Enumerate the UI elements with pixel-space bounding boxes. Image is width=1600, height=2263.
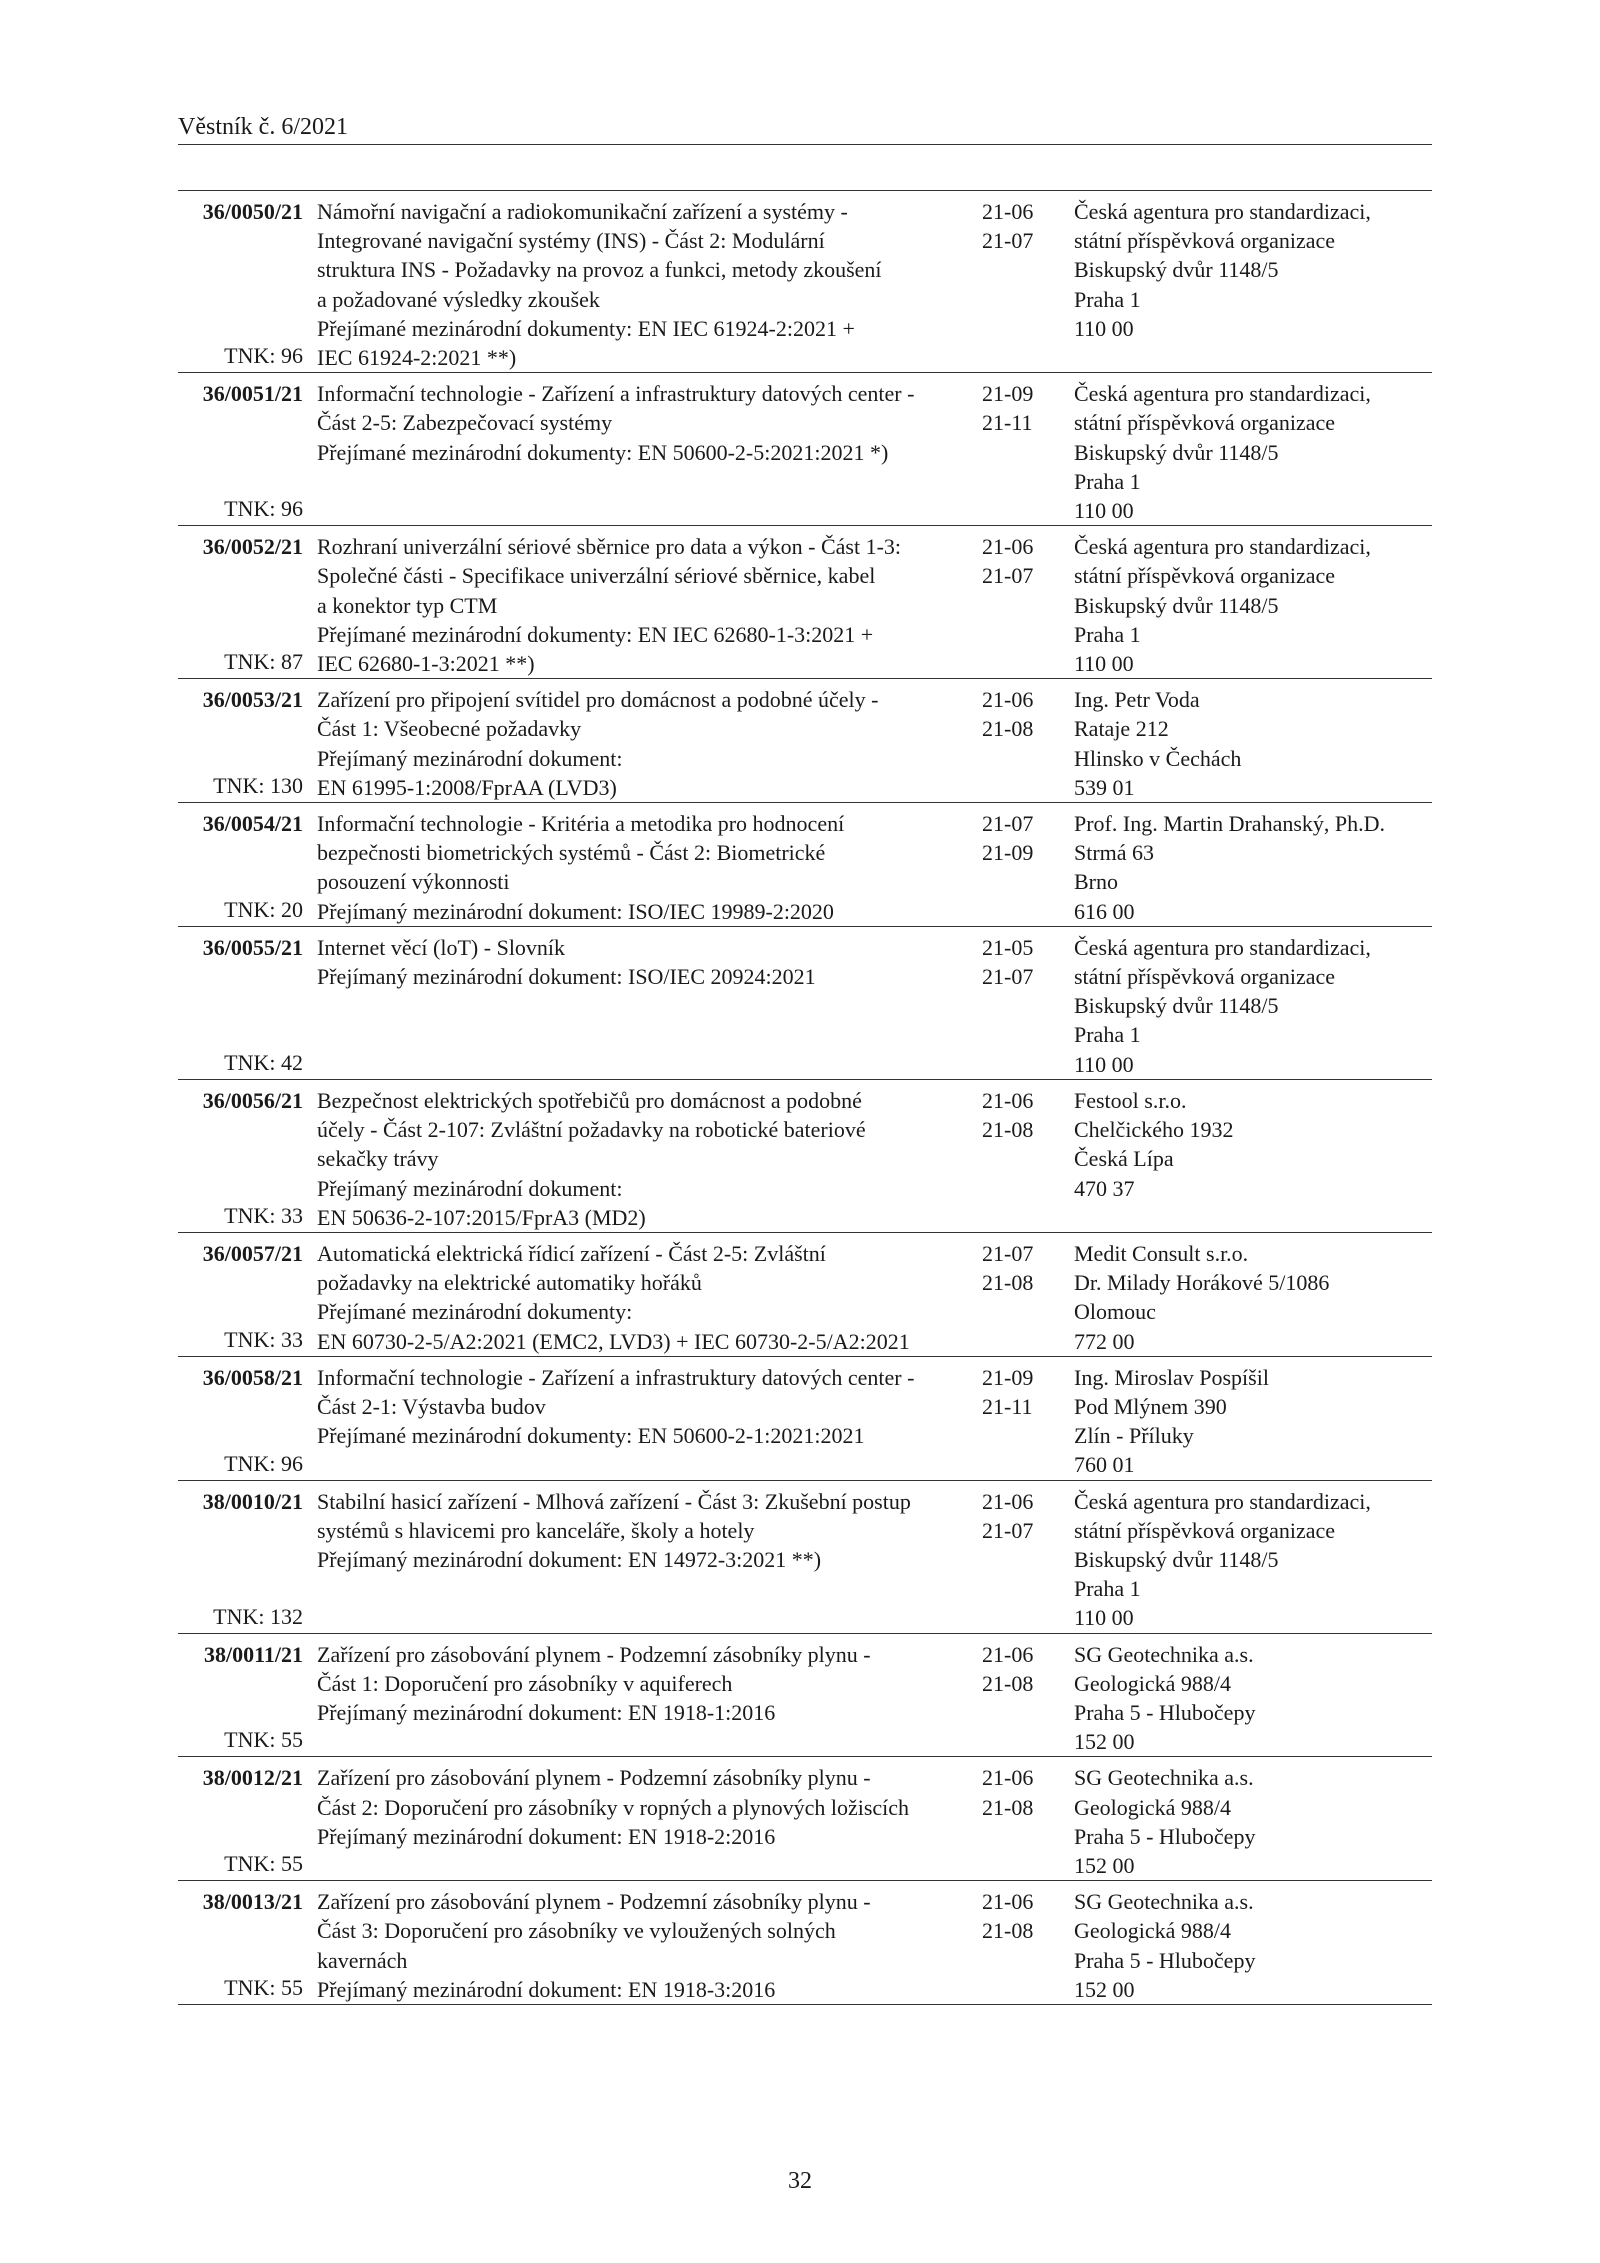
processor-address-line: Zlín - Příluky bbox=[1074, 1423, 1194, 1449]
standard-title-line: Část 2-1: Výstavba budov bbox=[317, 1393, 546, 1419]
standard-title bbox=[303, 685, 982, 802]
tnk-number: TNK: 96 bbox=[224, 343, 303, 369]
processor-address-line: Praha 5 - Hlubočepy bbox=[1074, 1699, 1256, 1725]
tnk-number: TNK: 55 bbox=[224, 1851, 303, 1877]
processor-address-line: Geologická 988/4 bbox=[1074, 1670, 1232, 1696]
standard-title-line: Bezpečnost elektrických spotřebičů pro domácnost a podobné bbox=[317, 1087, 862, 1113]
processor-address-line: státní příspěvková organizace bbox=[1074, 1517, 1336, 1543]
processor-address-line: Praha 1 bbox=[1074, 1576, 1141, 1602]
standard-title bbox=[303, 1887, 982, 2004]
standard-title-line: Část 2-5: Zabezpečovací systémy bbox=[317, 410, 613, 436]
processor-address bbox=[1074, 1887, 1432, 2004]
comment-dates bbox=[982, 197, 1074, 372]
comment-dates bbox=[982, 1239, 1074, 1356]
table-row bbox=[178, 803, 1432, 927]
processor-address-line: Praha 1 bbox=[1074, 286, 1141, 312]
row-identifier bbox=[178, 1086, 303, 1232]
standard-code: 36/0052/21 bbox=[202, 534, 303, 560]
comment-dates bbox=[982, 532, 1074, 678]
standard-title-line: systémů s hlavicemi pro kanceláře, školy a hotely bbox=[317, 1517, 755, 1543]
tnk-number: TNK: 132 bbox=[213, 1603, 303, 1629]
standard-code: 38/0010/21 bbox=[202, 1488, 303, 1514]
processor-address-line: Strmá 63 bbox=[1074, 840, 1155, 866]
standard-title-line: Přejímané mezinárodní dokumenty: EN IEC 61924-2:2021 + bbox=[317, 315, 855, 341]
processor-address-line: Medit Consult s.r.o. bbox=[1074, 1240, 1249, 1266]
standard-title bbox=[303, 1239, 982, 1356]
comment-dates-line: 21-06 bbox=[982, 1889, 1034, 1915]
processor-address bbox=[1074, 532, 1432, 678]
processor-address-line: 152 00 bbox=[1074, 1976, 1135, 2002]
standard-title-line: a konektor typ CTM bbox=[317, 592, 498, 618]
standard-title-line: struktura INS - Požadavky na provoz a funkci, metody zkoušení bbox=[317, 257, 882, 283]
standards-table bbox=[178, 190, 1432, 2005]
comment-dates-line: 21-05 bbox=[982, 934, 1034, 960]
standard-title-line: účely - Část 2-107: Zvláštní požadavky na robotické bateriové bbox=[317, 1117, 866, 1143]
comment-dates-line: 21-09 bbox=[982, 381, 1034, 407]
processor-address-line: SG Geotechnika a.s. bbox=[1074, 1641, 1254, 1667]
standard-title bbox=[303, 379, 982, 525]
comment-dates-line: 21-06 bbox=[982, 199, 1034, 224]
tnk-number: TNK: 55 bbox=[224, 1727, 303, 1753]
processor-address-line: Česká agentura pro standardizaci, bbox=[1074, 1488, 1371, 1514]
table-row bbox=[178, 373, 1432, 526]
table-row bbox=[178, 927, 1432, 1080]
table-row bbox=[178, 679, 1432, 803]
processor-address-line: Geologická 988/4 bbox=[1074, 1918, 1232, 1944]
processor-address-line: Praha 5 - Hlubočepy bbox=[1074, 1947, 1256, 1973]
processor-address-line: Praha 5 - Hlubočepy bbox=[1074, 1823, 1256, 1849]
processor-address-line: státní příspěvková organizace bbox=[1074, 410, 1336, 436]
standard-title bbox=[303, 809, 982, 926]
comment-dates-line: 21-07 bbox=[982, 563, 1034, 589]
standard-code: 36/0057/21 bbox=[202, 1240, 303, 1266]
comment-dates-line: 21-07 bbox=[982, 811, 1034, 837]
standard-title-line: Zařízení pro zásobování plynem - Podzemní zásobníky plynu - bbox=[317, 1765, 871, 1791]
processor-address-line: 539 01 bbox=[1074, 774, 1135, 800]
processor-address bbox=[1074, 1239, 1432, 1356]
comment-dates-line: 21-06 bbox=[982, 1641, 1034, 1667]
processor-address-line: Biskupský dvůr 1148/5 bbox=[1074, 439, 1279, 465]
processor-address-line: Česká Lípa bbox=[1074, 1146, 1174, 1172]
comment-dates-line: 21-08 bbox=[982, 1270, 1034, 1296]
comment-dates-line: 21-07 bbox=[982, 964, 1034, 990]
processor-address-line: Česká agentura pro standardizaci, bbox=[1074, 934, 1371, 960]
table-row bbox=[178, 526, 1432, 679]
processor-address bbox=[1074, 1086, 1432, 1232]
standard-title-line: Část 3: Doporučení pro zásobníky ve vyloužených solných bbox=[317, 1918, 836, 1944]
standard-title bbox=[303, 1363, 982, 1480]
table-row bbox=[178, 1481, 1432, 1634]
standard-title bbox=[303, 532, 982, 678]
standard-title-line: Část 2: Doporučení pro zásobníky v ropných a plynových ložiscích bbox=[317, 1794, 910, 1820]
processor-address-line: Praha 1 bbox=[1074, 468, 1141, 494]
comment-dates-line: 21-06 bbox=[982, 534, 1034, 560]
processor-address bbox=[1074, 685, 1432, 802]
standard-code: 36/0051/21 bbox=[202, 381, 303, 407]
tnk-number: TNK: 33 bbox=[224, 1202, 303, 1228]
processor-address-line: 110 00 bbox=[1074, 498, 1134, 524]
row-identifier bbox=[178, 379, 303, 525]
standard-title-line: Informační technologie - Zařízení a infrastruktury datových center - bbox=[317, 1364, 915, 1390]
processor-address-line: Česká agentura pro standardizaci, bbox=[1074, 534, 1371, 560]
standard-title-line: Přejímaný mezinárodní dokument: EN 1918-3:2016 bbox=[317, 1976, 776, 2002]
processor-address-line: Česká agentura pro standardizaci, bbox=[1074, 199, 1371, 224]
row-identifier bbox=[178, 809, 303, 926]
standard-title-line: Automatická elektrická řídicí zařízení - Část 2-5: Zvláštní bbox=[317, 1240, 826, 1266]
standard-title-line: Přejímané mezinárodní dokumenty: bbox=[317, 1299, 633, 1325]
standard-title bbox=[303, 1640, 982, 1757]
processor-address bbox=[1074, 1763, 1432, 1880]
tnk-number: TNK: 55 bbox=[224, 1974, 303, 2000]
tnk-number: TNK: 130 bbox=[213, 773, 303, 799]
tnk-number: TNK: 42 bbox=[224, 1049, 303, 1075]
standard-code: 36/0054/21 bbox=[202, 811, 303, 837]
tnk-number: TNK: 33 bbox=[224, 1326, 303, 1352]
table-row bbox=[178, 1233, 1432, 1357]
standard-title bbox=[303, 1086, 982, 1232]
standard-code: 38/0013/21 bbox=[202, 1889, 303, 1915]
row-identifier bbox=[178, 1887, 303, 2004]
standard-title-line: Stabilní hasicí zařízení - Mlhová zařízení - Část 3: Zkušební postup bbox=[317, 1488, 911, 1514]
table-row bbox=[178, 191, 1432, 373]
standard-title-line: Přejímané mezinárodní dokumenty: EN 50600-2-1:2021:2021 bbox=[317, 1423, 865, 1449]
processor-address bbox=[1074, 1363, 1432, 1480]
standard-title-line: Informační technologie - Kritéria a metodika pro hodnocení bbox=[317, 811, 845, 837]
standard-title-line: Internet věcí (loT) - Slovník bbox=[317, 934, 566, 960]
processor-address-line: Dr. Milady Horákové 5/1086 bbox=[1074, 1270, 1330, 1296]
standard-title-line: Přejímaný mezinárodní dokument: bbox=[317, 745, 623, 771]
processor-address-line: SG Geotechnika a.s. bbox=[1074, 1889, 1254, 1915]
comment-dates-line: 21-06 bbox=[982, 1765, 1034, 1791]
table-row bbox=[178, 1881, 1432, 2005]
standard-code: 38/0012/21 bbox=[202, 1765, 303, 1791]
comment-dates-line: 21-08 bbox=[982, 1918, 1034, 1944]
comment-dates-line: 21-08 bbox=[982, 716, 1034, 742]
processor-address-line: Prof. Ing. Martin Drahanský, Ph.D. bbox=[1074, 811, 1386, 837]
processor-address bbox=[1074, 1640, 1432, 1757]
comment-dates-line: 21-11 bbox=[982, 1393, 1033, 1419]
comment-dates-line: 21-08 bbox=[982, 1670, 1034, 1696]
comment-dates-line: 21-09 bbox=[982, 1364, 1034, 1390]
table-row bbox=[178, 1757, 1432, 1881]
comment-dates-line: 21-07 bbox=[982, 228, 1034, 254]
comment-dates bbox=[982, 1363, 1074, 1480]
standard-title-line: kavernách bbox=[317, 1947, 408, 1973]
processor-address-line: státní příspěvková organizace bbox=[1074, 563, 1336, 589]
tnk-number: TNK: 96 bbox=[224, 1450, 303, 1476]
standard-title-line: Přejímaný mezinárodní dokument: EN 14972-3:2021 **) bbox=[317, 1546, 822, 1572]
comment-dates bbox=[982, 1763, 1074, 1880]
standard-title-line: IEC 62680-1-3:2021 **) bbox=[317, 651, 535, 677]
standard-title-line: Přejímané mezinárodní dokumenty: EN 50600-2-5:2021:2021 *) bbox=[317, 439, 889, 465]
processor-address-line: 152 00 bbox=[1074, 1729, 1135, 1755]
standard-title-line: Přejímaný mezinárodní dokument: ISO/IEC 19989-2:2020 bbox=[317, 898, 834, 924]
comment-dates-line: 21-06 bbox=[982, 1488, 1034, 1514]
processor-address-line: 110 00 bbox=[1074, 315, 1134, 341]
standard-code: 36/0056/21 bbox=[202, 1087, 303, 1113]
processor-address-line: Biskupský dvůr 1148/5 bbox=[1074, 257, 1279, 283]
journal-title: Věstník č. 6/2021 bbox=[178, 114, 348, 140]
processor-address-line: Praha 1 bbox=[1074, 621, 1141, 647]
comment-dates-line: 21-06 bbox=[982, 687, 1034, 713]
processor-address bbox=[1074, 379, 1432, 525]
comment-dates-line: 21-09 bbox=[982, 840, 1034, 866]
comment-dates-line: 21-08 bbox=[982, 1117, 1034, 1143]
processor-address-line: Olomouc bbox=[1074, 1299, 1156, 1325]
standard-title-line: Část 1: Doporučení pro zásobníky v aquiferech bbox=[317, 1670, 733, 1696]
standard-title-line: Přejímané mezinárodní dokumenty: EN IEC 62680-1-3:2021 + bbox=[317, 621, 874, 647]
processor-address-line: Biskupský dvůr 1148/5 bbox=[1074, 1546, 1279, 1572]
page-header bbox=[178, 112, 1432, 145]
standard-title-line: Zařízení pro připojení svítidel pro domácnost a podobné účely - bbox=[317, 687, 879, 713]
standard-title bbox=[303, 1763, 982, 1880]
comment-dates-line: 21-11 bbox=[982, 410, 1033, 436]
tnk-number: TNK: 20 bbox=[224, 896, 303, 922]
table-row bbox=[178, 1634, 1432, 1758]
row-identifier bbox=[178, 1763, 303, 1880]
standard-title-line: Zařízení pro zásobování plynem - Podzemní zásobníky plynu - bbox=[317, 1641, 871, 1667]
table-row bbox=[178, 1080, 1432, 1233]
standard-title-line: Rozhraní univerzální sériové sběrnice pro data a výkon - Část 1-3: bbox=[317, 534, 902, 560]
processor-address bbox=[1074, 1487, 1432, 1633]
processor-address-line: 470 37 bbox=[1074, 1175, 1135, 1201]
processor-address-line: Brno bbox=[1074, 869, 1118, 895]
processor-address-line: Rataje 212 bbox=[1074, 716, 1169, 742]
standard-title-line: posouzení výkonnosti bbox=[317, 869, 510, 895]
comment-dates bbox=[982, 379, 1074, 525]
comment-dates bbox=[982, 685, 1074, 802]
standard-code: 36/0055/21 bbox=[202, 934, 303, 960]
standard-code: 36/0050/21 bbox=[202, 199, 303, 224]
processor-address bbox=[1074, 809, 1432, 926]
standard-title-line: Přejímaný mezinárodní dokument: bbox=[317, 1175, 623, 1201]
tnk-number: TNK: 96 bbox=[224, 496, 303, 522]
comment-dates-line: 21-08 bbox=[982, 1794, 1034, 1820]
standard-code: 38/0011/21 bbox=[203, 1641, 303, 1667]
processor-address-line: Biskupský dvůr 1148/5 bbox=[1074, 993, 1279, 1019]
standard-title-line: IEC 61924-2:2021 **) bbox=[317, 345, 517, 371]
standard-title bbox=[303, 1487, 982, 1633]
standard-title-line: EN 61995-1:2008/FprAA (LVD3) bbox=[317, 774, 617, 800]
processor-address-line: 110 00 bbox=[1074, 651, 1134, 677]
standard-title-line: Integrované navigační systémy (INS) - Část 2: Modulární bbox=[317, 228, 825, 254]
standard-title-line: Společné části - Specifikace univerzální sériové sběrnice, kabel bbox=[317, 563, 876, 589]
standard-code: 36/0058/21 bbox=[202, 1364, 303, 1390]
processor-address-line: SG Geotechnika a.s. bbox=[1074, 1765, 1254, 1791]
processor-address bbox=[1074, 933, 1432, 1079]
processor-address-line: 616 00 bbox=[1074, 898, 1135, 924]
processor-address-line: Chelčického 1932 bbox=[1074, 1117, 1234, 1143]
standard-title-line: EN 50636-2-107:2015/FprA3 (MD2) bbox=[317, 1204, 646, 1230]
standard-title-line: bezpečnosti biometrických systémů - Část 2: Biometrické bbox=[317, 840, 826, 866]
standard-title bbox=[303, 197, 982, 372]
comment-dates-line: 21-07 bbox=[982, 1240, 1034, 1266]
row-identifier bbox=[178, 1640, 303, 1757]
comment-dates bbox=[982, 933, 1074, 1079]
row-identifier bbox=[178, 933, 303, 1079]
standard-title-line: a požadované výsledky zkoušek bbox=[317, 286, 600, 312]
table-row bbox=[178, 1357, 1432, 1481]
comment-dates bbox=[982, 809, 1074, 926]
comment-dates bbox=[982, 1086, 1074, 1232]
processor-address-line: 772 00 bbox=[1074, 1328, 1135, 1354]
processor-address-line: státní příspěvková organizace bbox=[1074, 964, 1336, 990]
comment-dates-line: 21-06 bbox=[982, 1087, 1034, 1113]
page-number: 32 bbox=[788, 2168, 812, 2194]
standard-title-line: Přejímaný mezinárodní dokument: ISO/IEC 20924:2021 bbox=[317, 964, 816, 990]
standard-title-line: sekačky trávy bbox=[317, 1146, 439, 1172]
standard-title-line: Přejímaný mezinárodní dokument: EN 1918-1:2016 bbox=[317, 1699, 776, 1725]
tnk-number: TNK: 87 bbox=[224, 649, 303, 675]
processor-address bbox=[1074, 197, 1432, 372]
processor-address-line: Geologická 988/4 bbox=[1074, 1794, 1232, 1820]
comment-dates-line: 21-07 bbox=[982, 1517, 1034, 1543]
standard-title-line: Informační technologie - Zařízení a infrastruktury datových center - bbox=[317, 381, 915, 407]
comment-dates bbox=[982, 1487, 1074, 1633]
processor-address-line: Pod Mlýnem 390 bbox=[1074, 1393, 1227, 1419]
processor-address-line: Česká agentura pro standardizaci, bbox=[1074, 381, 1371, 407]
standard-title bbox=[303, 933, 982, 1079]
processor-address-line: Ing. Miroslav Pospíšil bbox=[1074, 1364, 1269, 1390]
row-identifier bbox=[178, 685, 303, 802]
standard-title-line: Část 1: Všeobecné požadavky bbox=[317, 716, 582, 742]
row-identifier bbox=[178, 1363, 303, 1480]
row-identifier bbox=[178, 1487, 303, 1633]
processor-address-line: státní příspěvková organizace bbox=[1074, 228, 1336, 254]
standard-title-line: EN 60730-2-5/A2:2021 (EMC2, LVD3) + IEC 60730-2-5/A2:2021 bbox=[317, 1328, 910, 1354]
row-identifier bbox=[178, 532, 303, 678]
standard-title-line: Přejímaný mezinárodní dokument: EN 1918-2:2016 bbox=[317, 1823, 776, 1849]
processor-address-line: Biskupský dvůr 1148/5 bbox=[1074, 592, 1279, 618]
processor-address-line: 110 00 bbox=[1074, 1051, 1134, 1077]
standard-title-line: Zařízení pro zásobování plynem - Podzemní zásobníky plynu - bbox=[317, 1889, 871, 1915]
processor-address-line: 110 00 bbox=[1074, 1605, 1134, 1631]
standard-code: 36/0053/21 bbox=[202, 687, 303, 713]
processor-address-line: Festool s.r.o. bbox=[1074, 1087, 1187, 1113]
comment-dates bbox=[982, 1887, 1074, 2004]
processor-address-line: 760 01 bbox=[1074, 1452, 1135, 1478]
row-identifier bbox=[178, 197, 303, 372]
standard-title-line: požadavky na elektrické automatiky hořáků bbox=[317, 1270, 702, 1296]
comment-dates bbox=[982, 1640, 1074, 1757]
processor-address-line: Hlinsko v Čechách bbox=[1074, 745, 1242, 771]
processor-address-line: Praha 1 bbox=[1074, 1022, 1141, 1048]
processor-address-line: 152 00 bbox=[1074, 1852, 1135, 1878]
row-identifier bbox=[178, 1239, 303, 1356]
standard-title-line: Námořní navigační a radiokomunikační zařízení a systémy - bbox=[317, 199, 848, 224]
processor-address-line: Ing. Petr Voda bbox=[1074, 687, 1200, 713]
